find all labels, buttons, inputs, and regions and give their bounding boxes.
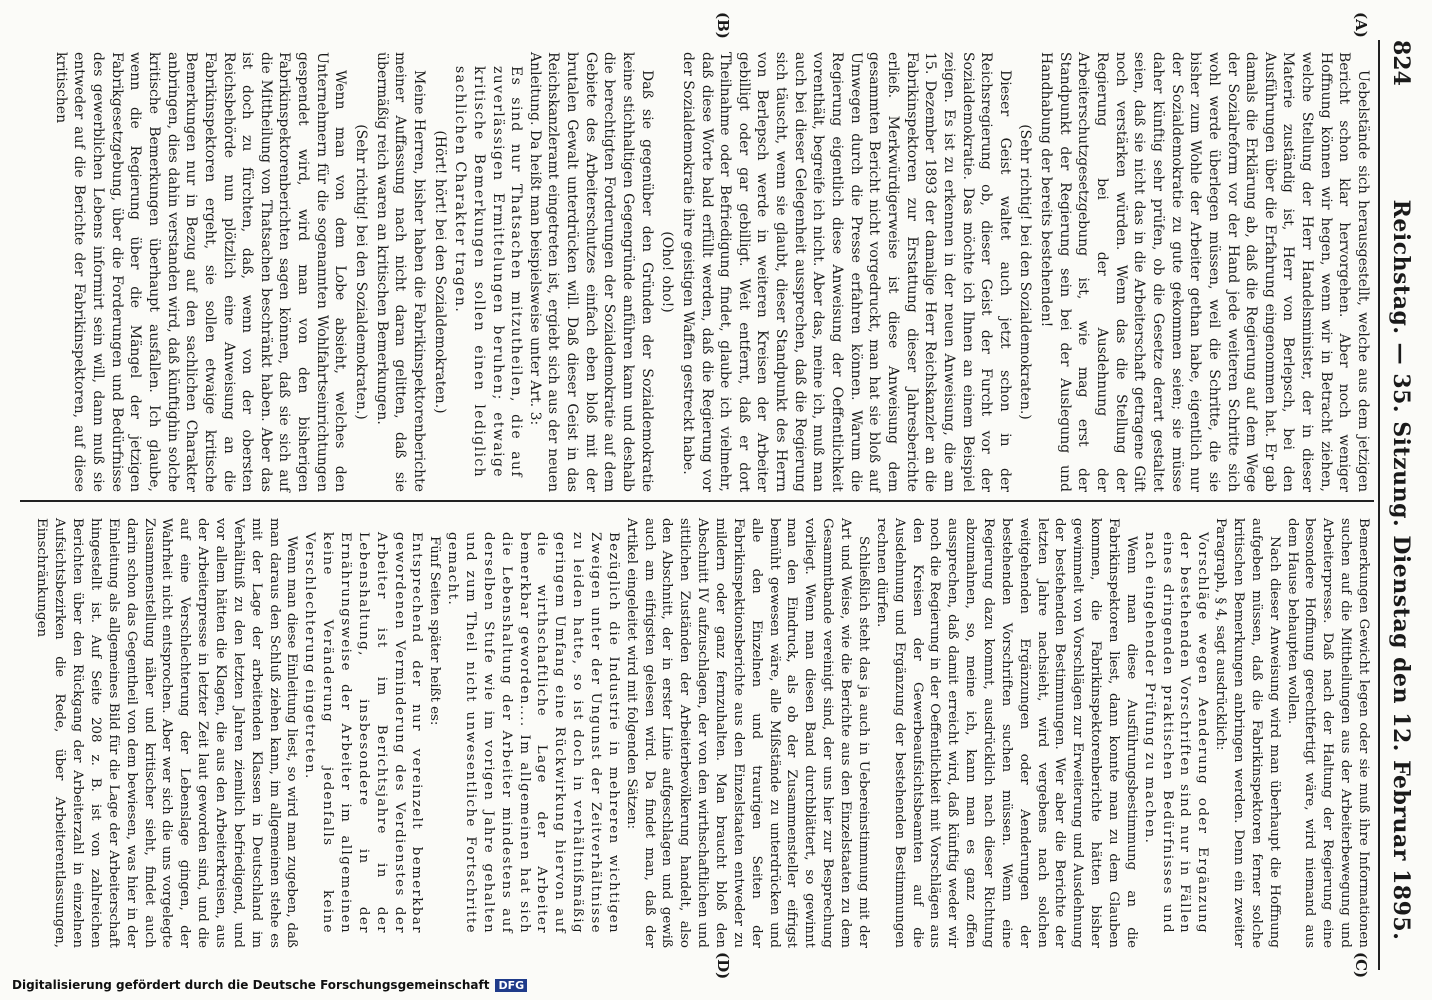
page-header <box>1384 40 1414 960</box>
margin-mark-b: (B) <box>714 12 732 39</box>
paragraph: Uebelstände sich herausgestellt, welche aus dem jetzigen Bericht schon klar hervorgehen. Aber noch weniger Hoffnung können wir hegen, wenn wir in Betracht ziehen, welche Stellung der Herr Handelsminister, der in dieser Materie zuständig ist, Herr von Berlepsch, bei den Ausführungen über die Erfahrung eingenommen hat. Er gab damals die Erklärung ab, daß die Regierung auf dem Wege der Sozialreform vor der Hand jede weiteren Schritte sich wohl werde überlegen müssen, weil die Schritte, die sie bisher zum Wohle der Arbeiter gethan habe, eigentlich nur der Sozialdemokratie zu gute gekommen seien; sie müsse daher künftig sehr prüfen, ob die Gesetze derart gestaltet seien, daß sie nicht das in die Arbeiterschaft getragene Gift noch verstärken würden. Wenn das die Stellung der Regierung bei der Ausdehnung der Arbeiterschutzgesetzgebung ist, wie mag erst der Standpunkt der Regierung sein bei der Auslegung und Handhabung der bereits bestehenden! <box>1038 52 1371 492</box>
paragraph: Fünf Seiten später heißt es: <box>427 536 443 726</box>
paragraph: Wenn man von dem Lobe absieht, welches den Unternehmern für die sogenannten Wohlfahrtseinrichtungen gespendet wird, wird man von den bisherigen Fabrikinspektorenberichten sagen können, daß sie sich auf die Mittheilung von Thatsachen beschränkt haben. Aber das ist doch zu fürchten, daß, wenn von der obersten Reichsbehörde nun plötzlich eine Anweisung an die Fabrikinspektoren ergeht, sie sollen etwaige kritische Bemerkungen nur in Bezug auf den sachlichen Charakter anbringen, dies dahin verstanden wird, daß künftighin solche kritische Bemerkungen überhaupt ausfallen. Ich glaube, wenn die Regierung über die Mängel der jetzigen Fabrikgesetzgebung, über die Forderungen und Bedürfnisse des gewerblichen Lebens informirt sein will, dann muß sie entweder auf die Berichte der Fabrikinspektoren, auf diese kritischen <box>52 52 349 492</box>
paragraph: Nach dieser Anweisung wird man überhaupt die Hoffnung aufgeben müssen, daß die Fabrikinspektoren ferner solche kritischen Bemerkungen anbringen werden. Denn ein zweiter Paragraph, § 4, sagt ausdrücklich: <box>1213 518 1282 948</box>
interjection: (Hört! hört! bei den Sozialdemokraten.) <box>431 130 448 414</box>
paragraph: Meine Herren, bisher haben die Fabrikinspektorenberichte meiner Auffassung nach nicht daran gelitten, daß sie übermäßig reich waren an kritischen Bemerkungen. <box>373 52 427 492</box>
paragraph: Wenn man diese Ausführungsbestimmung an die Fabrikinspektoren liest, dann konnte man zu dem Glauben kommen, die Fabrikinspektorenberichte hätten bisher gewimmelt von Vorschlägen zur Erweiterung und Ausdehnung der bestehenden Bestimmungen. Wer aber die Berichte der letzten Jahre nachsieht, wird vergebens nach solchen weitgehenden Ergänzungen oder Aenderungen der bestehenden Vorschriften suchen müssen. Wenn eine Regierung dazu kommt, ausdrücklich nach dieser Richtung abzumahnen, so, meine ich, kann man es ganz offen aussprechen, daß damit erreicht wird, daß künftig weder wir noch die Regierung in der Oeffentlichkeit mit Vorschlägen aus den Kreisen der Gewerbeaufsichtsbeamten auf die Ausdehnung und Ergänzung der bestehenden Bestimmungen rechnen dürfen. <box>873 518 1139 948</box>
margin-mark-a: (A) <box>1352 12 1370 38</box>
digitization-note <box>12 978 832 992</box>
paragraph: Schließlich steht das ja auch in Uebereinstimmung mit der Art und Weise, wie die Berichte aus den Einzelstaaten zu dem Gesammtbande vereinigt sind, der uns hier zur Besprechung vorliegt. Wenn man diesen Band durchblättert, so gewinnt man den Eindruck, als ob der Zusammensteller eifrigst bemüht gewesen wäre, alle Mißstände zu unterdrücken und alle den Einzelnen und traurigen Seiten der Fabrikinspektionsberichte aus den Einzelstaaten entweder zu mildern oder ganz fernzuhalten. Man braucht bloß den Abschnitt IV aufzuschlagen, der von den wirthschaftlichen und sittlichen Zuständen der Arbeiterbevölkerung handelt, also den Abschnitt, der in erster Linie aufgeschlagen und gewiß auch am eifrigsten gelesen wird. Da findet man, daß der Artikel eingeleitet wird mit folgenden Sätzen: <box>623 518 871 948</box>
paragraph: Bemerkungen Gewicht legen oder sie muß ihre Informationen suchen auf die Mittheilungen aus der Arbeiterbewegung und Arbeiterpresse. Daß nach der Haltung der Regierung eine besondere Hoffnung gerechtfertigt wäre, wird niemand aus dem Hause behaupten wollen. <box>1284 518 1371 948</box>
right-column <box>33 518 1372 948</box>
page-number: 824 <box>1388 40 1414 86</box>
quoted-passage: Es sind nur Thatsachen mitzutheilen, die auf zuverlässigen Ermittelungen beruhen; etwaige kritische Bemerkungen sollen einen lediglich sachlichen Charakter tragen. <box>452 66 525 478</box>
quoted-passage: Bezüglich die Industrie in mehreren wichtigen Zweigen unter der Ungunst der Zeitverhältnisse zu leiden hatte, so ist doch in verhältnißmäßig geringem Umfang eine Rückwirkung hiervon auf die wirthschaftliche Lage der Arbeiter bemerkbar geworden.... Im allgemeinen hat sich die Lebenshaltung der Arbeiter mindestens auf derselben Stufe wie im vorigen Jahre gehalten und zum Theil nicht unwesentliche Fortschritte gemacht. <box>445 532 621 934</box>
digitization-note-text: Digitalisierung gefördert durch die Deutsche Forschungsgemeinschaft <box>12 978 490 992</box>
left-column <box>51 52 1372 492</box>
dfg-logo: DFG <box>495 979 527 992</box>
paragraph: Dieser Geist waltet auch jetzt schon in der Reichsregierung ob, dieser Geist der Furcht vor der Sozialdemokratie. Das möchte ich Ihnen an einem Beispiel zeigen. Es ist zu erkennen in der neuen Anweisung, die am 15. Dezember 1893 der damalige Herr Reichskanzler an die Fabrikinspektoren zur Erstattung dieser Jahresberichte erließ. Merkwürdigerweise ist diese Anweisung dem gesammten Bericht nicht vorgedruckt, man hat sie bloß auf Umwegen durch die Presse erfahren können. Warum die Regierung eigentlich diese Anweisung der Oeffentlichkeit vorenthält, begreife ich nicht. Aber das, meine ich, muß man auch bei dieser Gelegenheit aussprechen, daß die Regierung sich täuscht, wenn sie glaubt, dieser Standpunkt des Herrn von Berlepsch werde in weiteren Kreisen der Arbeiter gebilligt oder gar gebilligt. Weit entfernt, daß er dort Theilnahme oder Befriedigung findet, glaube ich vielmehr, daß diese Worte bald erfüllt werden, daß die Regierung vor der Sozialdemokratie ihre geistigen Waffen gestreckt habe. <box>679 52 1013 492</box>
quoted-passage: Entsprechend der nur vereinzelt bemerkbar gewordenen Verminderung des Verdienstes der Arbeiter ist im Berichtsjahre in der Lebenshaltung, insbesondere in der Ernährungsweise der Arbeiter im allgemeinen keine Veränderung jedenfalls keine Verschlechterung eingetreten. <box>302 532 425 934</box>
margin-mark-c: (C) <box>1352 952 1370 979</box>
interjection: (Sehr richtig! bei den Sozialdemokraten.) <box>1017 124 1034 420</box>
interjection: (Oho! oho!) <box>659 231 676 313</box>
paragraph: Wenn man diese Einleitung liest, so wird man zugeben, daß man daraus den Schluß ziehen kann, im allgemeinen stehe es mit der Lage der arbeitenden Klassen in Deutschland im Verhältniß zu den letzten Jahren ziemlich befriedigend, und vor allem hätten die Klagen, die aus den Arbeiterkreisen, aus der Arbeiterpresse in letzter Zeit laut geworden sind, und die auf eine Verschlechterung der Lebenslage gingen, der Wahrheit nicht entsprochen. Aber wer sich die uns vorgelegte Zusammenstellung näher und kritischer sieht, findet auch darin schon das Gegentheil von dem bewiesen, was hier in der Einleitung als allgemeines Bild für die Lage der Arbeiterschaft hingestellt ist. Auf Seite 208 z. B. ist von zahlreichen Berichten über den Rückgang der Arbeiterzahl in einzelnen Aufsichtsbezirken die Rede, über Arbeiterentlassungen, Einschränkungen <box>34 518 300 948</box>
page-title: Reichstag. — 35. Sitzung. Dienstag den 12. Februar 1895. <box>1388 199 1414 941</box>
header-rule <box>1378 40 1380 970</box>
paragraph: Daß sie gegenüber den Gründen der Sozialdemokratie keine stichhaltigen Gegengründe anführen kann und deshalb die berechtigten Forderungen der Sozialdemokratie auf dem Gebiete des Arbeiterschutzes einfach eben bloß mit der brutalen Gewalt unterdrücken will. Daß dieser Geist in das Reichskanzleramt eingetreten ist, ergiebt sich aus der neuen Anleitung. Da heißt man beispielsweise unter Art. 3: <box>526 52 655 492</box>
column-divider <box>20 500 1374 502</box>
interjection: (Sehr richtig! bei den Sozialdemokraten.) <box>353 124 370 420</box>
quoted-passage: Vorschläge wegen Aenderung oder Ergänzung der bestehenden Vorschriften sind nur in Fällen eines dringenden praktischen Bedürfnisses und nach eingehender Prüfung zu machen. <box>1141 532 1211 934</box>
margin-mark-d: (D) <box>714 952 732 980</box>
